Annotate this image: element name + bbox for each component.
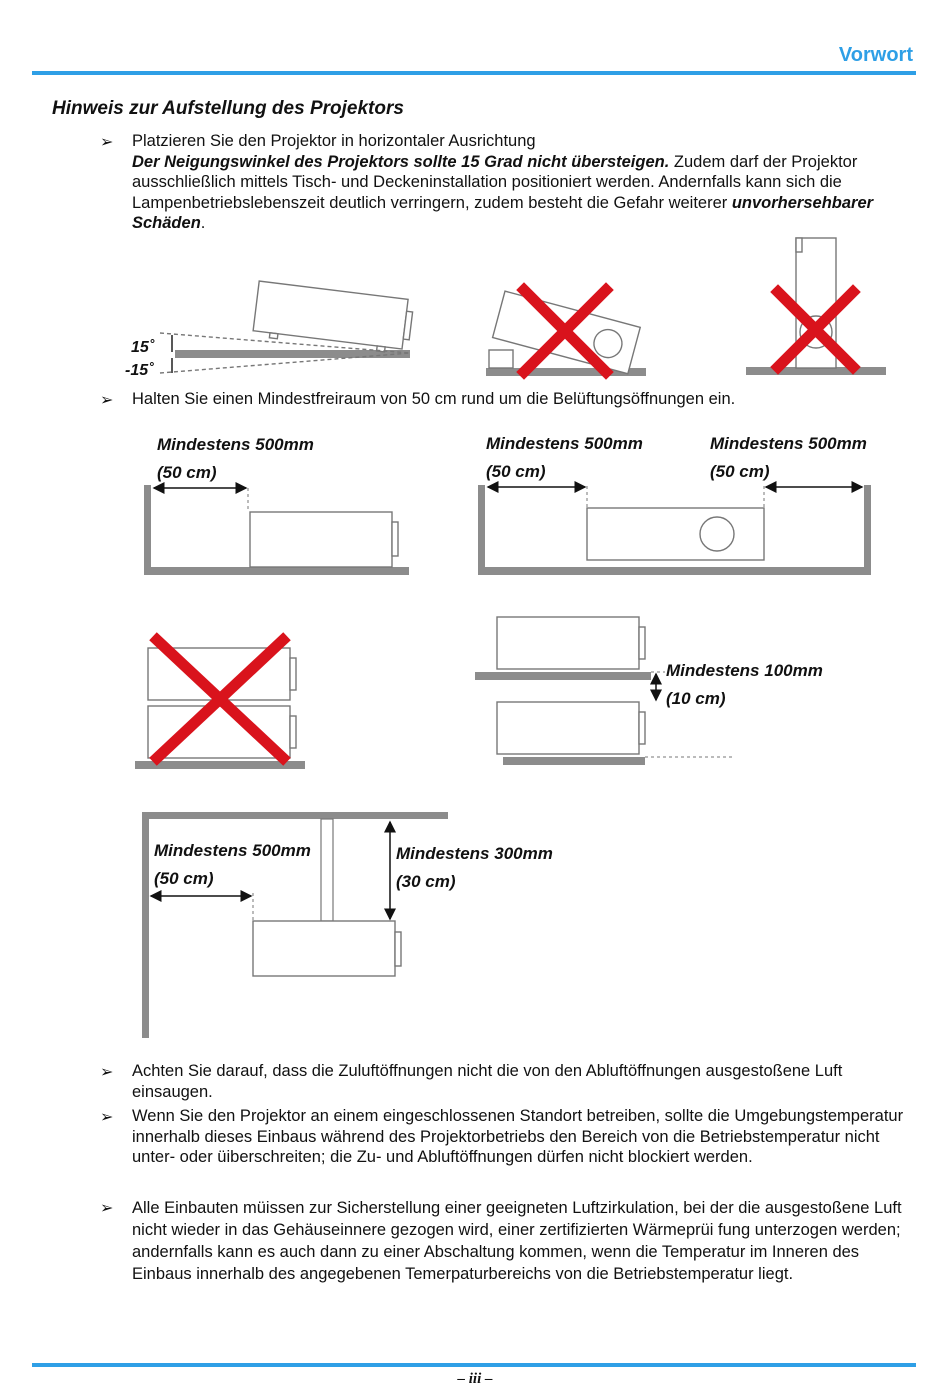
label-10cm: (10 cm) [666, 689, 726, 708]
label-min100: Mindestens 100mm [666, 661, 823, 680]
item1-damage: unvorhersehbarer Schäden [132, 193, 874, 232]
label-30cm: (30 cm) [396, 872, 456, 891]
bullet-icon: ➢ [100, 1200, 114, 1217]
label-50cm: (50 cm) [710, 462, 770, 481]
label-min500: Mindestens 500mm [486, 434, 643, 453]
label-min500: Mindestens 500mm [154, 841, 311, 860]
item1-end: . [200, 214, 206, 232]
paragraph-thermal-test: Alle Einbauten müissen zur Sicherstellung einer geeigneten Luftzirkulation, bei der die ausgestoßene Luft nicht wieder in das Gehäuseinnere gezogen wird, einer zertifizierten Wärmeprüi fung unterzogen werden; andernfalls kann es auch dann zu einer Abschaltung kommen, wenn die Temperatur im Inneren des Einbaus innerhalb des angegebenen Temerpaturbereichs von die Betriebstemperatur liegt. [132, 1199, 902, 1283]
label-min500: Mindestens 500mm [710, 434, 867, 453]
item1-text: Zudem darf der Projektor ausschließlich mittels Tisch- und Deckeninstallation positioniert werden. Andernfalls kann sich die Lampenbetriebslebenszeit deutlich verringern, zudem besteht die Gefahr weiterer [132, 152, 858, 212]
page-number: – iii – [457, 1371, 493, 1387]
item1-line1: Platzieren Sie den Projektor in horizontaler Ausrichtung [132, 132, 536, 150]
bullet-icon: ➢ [100, 1064, 114, 1081]
label-50cm: (50 cm) [157, 463, 217, 482]
angle-label-positive: 15˚ [131, 339, 155, 356]
bullet-icon: ➢ [100, 1109, 114, 1126]
angle-label-negative: -15˚ [125, 362, 154, 379]
paragraph-enclosure-temperature: Wenn Sie den Projektor an einem eingeschlossenen Standort betreiben, sollte die Umgebungstemperatur innerhalb dieses Einbaus während des Projektorbetriebs den Bereich von die Betriebstemperatur nicht unter- oder üiberschreiten; die Zu- und Abluftöffnungen dürfen nicht blockiert werden. [132, 1107, 904, 1166]
footer-rule [32, 1363, 916, 1367]
bullet-icon: ➢ [100, 392, 114, 409]
label-min300: Mindestens 300mm [396, 844, 553, 863]
header-section-title: Vorwort [838, 44, 913, 66]
label-50cm: (50 cm) [154, 869, 214, 888]
label-50cm: (50 cm) [486, 462, 546, 481]
item1-tilt-warning: Der Neigungswinkel des Projektors sollte 15 Grad nicht übersteigen. [132, 152, 670, 171]
section-title: Hinweis zur Aufstellung des Projektors [52, 98, 404, 119]
label-min500: Mindestens 500mm [157, 435, 314, 454]
paragraph-air-intake: Achten Sie darauf, dass die Zuluftöffnungen nicht die von den Abluftöffnungen ausgestoßene Luft einsaugen. [132, 1062, 843, 1101]
bullet-icon: ➢ [100, 134, 114, 151]
paragraph-clearance: Halten Sie einen Mindestfreiraum von 50 cm rund um die Belüftungsöffnungen ein. [132, 390, 736, 408]
